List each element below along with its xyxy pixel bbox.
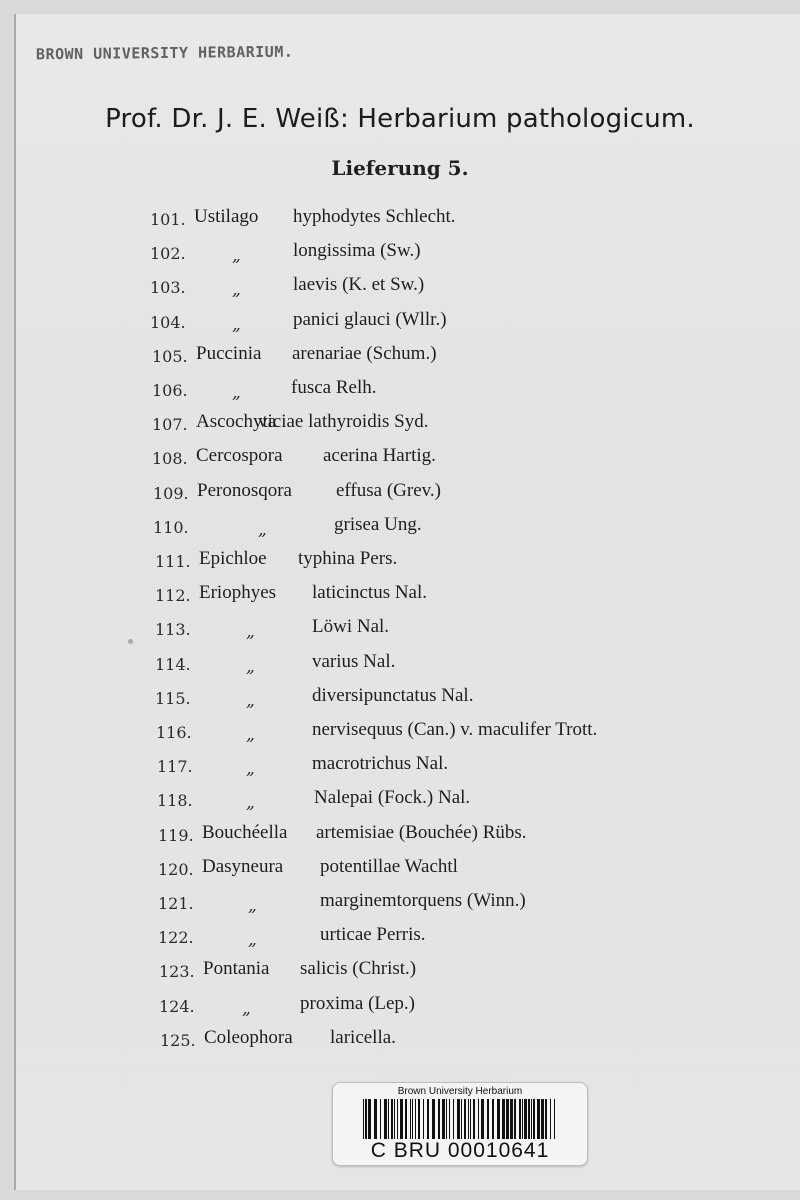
entry-number: 101. <box>150 210 186 229</box>
list-item <box>158 822 800 852</box>
entry-genus: Bouchéella <box>202 821 288 843</box>
entry-number: 118. <box>157 791 193 811</box>
barcode-bar <box>473 1099 475 1139</box>
entry-genus: Cercospora <box>196 445 283 467</box>
page-title: Prof. Dr. J. E. Weiß: Herbarium pathologicum. <box>105 104 695 134</box>
barcode-bar <box>418 1099 420 1139</box>
entry-species: varius Nal. <box>312 650 396 672</box>
barcode-bar <box>397 1099 398 1139</box>
barcode-bar <box>405 1099 407 1139</box>
ditto-mark: „ <box>232 383 241 403</box>
barcode-bar <box>464 1099 466 1139</box>
ditto-mark: „ <box>246 690 255 711</box>
barcode-bar <box>514 1099 516 1139</box>
list-item <box>152 377 800 407</box>
list-item <box>158 890 800 920</box>
barcode-bar <box>492 1099 494 1139</box>
entry-species: potentillae Wachtl <box>320 855 458 877</box>
barcode-bar <box>502 1099 505 1139</box>
ditto-mark: „ <box>246 759 255 780</box>
entry-number: 117. <box>157 757 193 777</box>
entry-genus: Eriophyes <box>199 582 277 604</box>
list-item <box>157 753 800 783</box>
ditto-mark: „ <box>246 656 255 677</box>
barcode-bar <box>438 1099 440 1139</box>
barcode-bar <box>522 1099 523 1139</box>
barcode-bar <box>533 1099 535 1139</box>
barcode-number: C BRU 00010641 <box>370 1139 550 1162</box>
entry-number: 110. <box>153 517 189 537</box>
barcode-bar <box>446 1099 447 1139</box>
entry-number: 123. <box>159 962 195 982</box>
entry-species: hyphodytes Schlecht. <box>293 206 456 227</box>
barcode-bar <box>388 1099 389 1139</box>
entry-species: laevis (K. et Sw.) <box>293 274 425 296</box>
entry-species: longissima (Sw.) <box>293 240 421 262</box>
barcode-bar <box>478 1099 479 1139</box>
barcode-bar <box>528 1099 530 1139</box>
list-item <box>150 274 800 304</box>
entry-species: laricella. <box>330 1026 396 1048</box>
entry-number: 124. <box>159 996 195 1016</box>
entry-number: 111. <box>155 552 191 571</box>
barcode-bar <box>519 1099 521 1139</box>
entry-species: Nalepai (Fock.) Nal. <box>314 787 471 809</box>
barcode-bar <box>415 1099 416 1139</box>
list-item <box>159 958 800 988</box>
entry-number: 112. <box>155 586 191 606</box>
barcode-bar <box>470 1099 471 1139</box>
entry-number: 125. <box>160 1030 196 1050</box>
barcode-bar <box>541 1099 544 1139</box>
barcode-bar <box>374 1099 377 1139</box>
barcode-bar <box>545 1099 547 1139</box>
entry-species: arenariae (Schum.) <box>292 342 437 364</box>
entry-species: acerina Hartig. <box>323 445 436 467</box>
barcode-bar <box>423 1099 424 1139</box>
barcode-bar <box>497 1099 500 1139</box>
list-item <box>155 582 800 612</box>
list-item <box>153 514 800 544</box>
ditto-mark: „ <box>242 998 251 1019</box>
barcode-bar <box>481 1099 484 1139</box>
ditto-mark: „ <box>246 725 255 745</box>
entry-number: 113. <box>155 620 191 640</box>
entry-number: 109. <box>153 483 189 503</box>
list-item <box>150 240 800 270</box>
entry-number: 107. <box>152 415 188 435</box>
barcode-bar <box>363 1099 364 1139</box>
entry-number: 115. <box>155 688 191 708</box>
entry-species: macrotrichus Nal. <box>312 753 449 775</box>
list-item <box>158 924 800 954</box>
barcode-bar <box>432 1099 435 1139</box>
ditto-mark: „ <box>246 793 255 814</box>
entry-species: urticae Perris. <box>320 924 426 946</box>
barcode-bar <box>461 1099 462 1139</box>
entry-number: 106. <box>152 381 188 400</box>
entry-genus: Dasyneura <box>202 855 284 877</box>
ditto-mark: „ <box>248 896 257 916</box>
entry-species: viciae lathyroidis Syd. <box>258 411 429 433</box>
barcode-label <box>332 1082 588 1166</box>
entry-genus: Ascochyta <box>196 411 277 433</box>
barcode-bar <box>537 1099 540 1139</box>
list-item <box>156 719 800 749</box>
ditto-mark: „ <box>232 314 241 335</box>
list-item <box>159 993 800 1023</box>
ditto-mark: „ <box>248 930 257 951</box>
entry-species: effusa (Grev.) <box>336 479 441 501</box>
barcode-bar <box>368 1099 371 1139</box>
barcode-title: Brown University Herbarium <box>397 1086 523 1097</box>
barcode-bars <box>363 1099 557 1139</box>
barcode-bar <box>412 1099 413 1139</box>
barcode-bar <box>554 1099 555 1139</box>
entry-number: 119. <box>158 825 194 845</box>
entry-species: artemisiae (Bouchée) Rübs. <box>316 821 527 843</box>
barcode-bar <box>506 1099 509 1139</box>
list-item <box>150 309 800 339</box>
list-item <box>157 787 800 817</box>
entry-species: proxima (Lep.) <box>300 992 416 1014</box>
entry-number: 102. <box>150 244 186 264</box>
barcode-bar <box>365 1099 367 1139</box>
barcode-bar <box>457 1099 460 1139</box>
barcode-bar <box>487 1099 489 1139</box>
entry-number: 103. <box>150 278 186 298</box>
barcode-bar <box>550 1099 551 1139</box>
entry-species: panici glauci (Wllr.) <box>293 308 447 330</box>
list-item <box>153 480 800 510</box>
list-item <box>158 856 800 886</box>
list-item <box>155 651 800 681</box>
entry-genus: Ustilago <box>194 206 259 227</box>
entry-species: Löwi Nal. <box>312 616 390 638</box>
barcode-bar <box>427 1099 429 1139</box>
entry-species: marginemtorquens (Winn.) <box>320 890 526 911</box>
barcode-bar <box>391 1099 393 1139</box>
entry-number: 104. <box>150 312 186 332</box>
herbarium-stamp: BROWN UNIVERSITY HERBARIUM. <box>35 42 294 64</box>
entry-species: laticinctus Nal. <box>312 582 428 604</box>
page-subtitle: Lieferung 5. <box>331 156 469 180</box>
entry-genus: Pontania <box>203 958 270 980</box>
entry-species: nervisequus (Can.) v. maculifer Trott. <box>312 719 598 740</box>
entry-species: diversipunctatus Nal. <box>312 684 474 706</box>
entry-number: 108. <box>152 449 188 469</box>
list-item <box>155 548 800 578</box>
barcode-bar <box>442 1099 445 1139</box>
list-item <box>152 445 800 475</box>
barcode-bar <box>380 1099 381 1139</box>
barcode-bar <box>524 1099 527 1139</box>
entry-genus: Peronosqora <box>197 479 292 501</box>
barcode-bar <box>384 1099 387 1139</box>
entry-number: 120. <box>158 859 194 879</box>
entry-number: 122. <box>158 928 194 948</box>
entry-genus: Coleophora <box>204 1026 293 1048</box>
list-item <box>160 1027 800 1057</box>
entry-species: fusca Relh. <box>291 377 377 398</box>
list-item <box>152 343 800 373</box>
barcode-bar <box>453 1099 454 1139</box>
barcode-bar <box>510 1099 513 1139</box>
list-item <box>152 411 800 441</box>
barcode-bar <box>449 1099 450 1139</box>
ditto-mark: „ <box>246 622 255 643</box>
barcode-bar <box>468 1099 469 1139</box>
ditto-mark: „ <box>258 519 267 540</box>
entry-species: salicis (Christ.) <box>300 958 417 980</box>
barcode-bar <box>400 1099 403 1139</box>
entry-genus: Puccinia <box>196 342 262 364</box>
ditto-mark: „ <box>232 246 241 267</box>
entry-number: 121. <box>158 894 194 913</box>
entry-genus: Epichloe <box>199 548 267 569</box>
entry-species: typhina Pers. <box>298 548 398 569</box>
entry-number: 116. <box>156 723 192 742</box>
barcode-bar <box>531 1099 532 1139</box>
entry-number: 114. <box>155 654 191 674</box>
barcode-bar <box>394 1099 395 1139</box>
entry-species: grisea Ung. <box>334 513 422 535</box>
list-item <box>155 685 800 715</box>
barcode-bar <box>410 1099 411 1139</box>
ditto-mark: „ <box>232 280 241 301</box>
entry-number: 105. <box>152 346 188 366</box>
list-item <box>150 206 800 236</box>
list-item <box>155 616 800 646</box>
